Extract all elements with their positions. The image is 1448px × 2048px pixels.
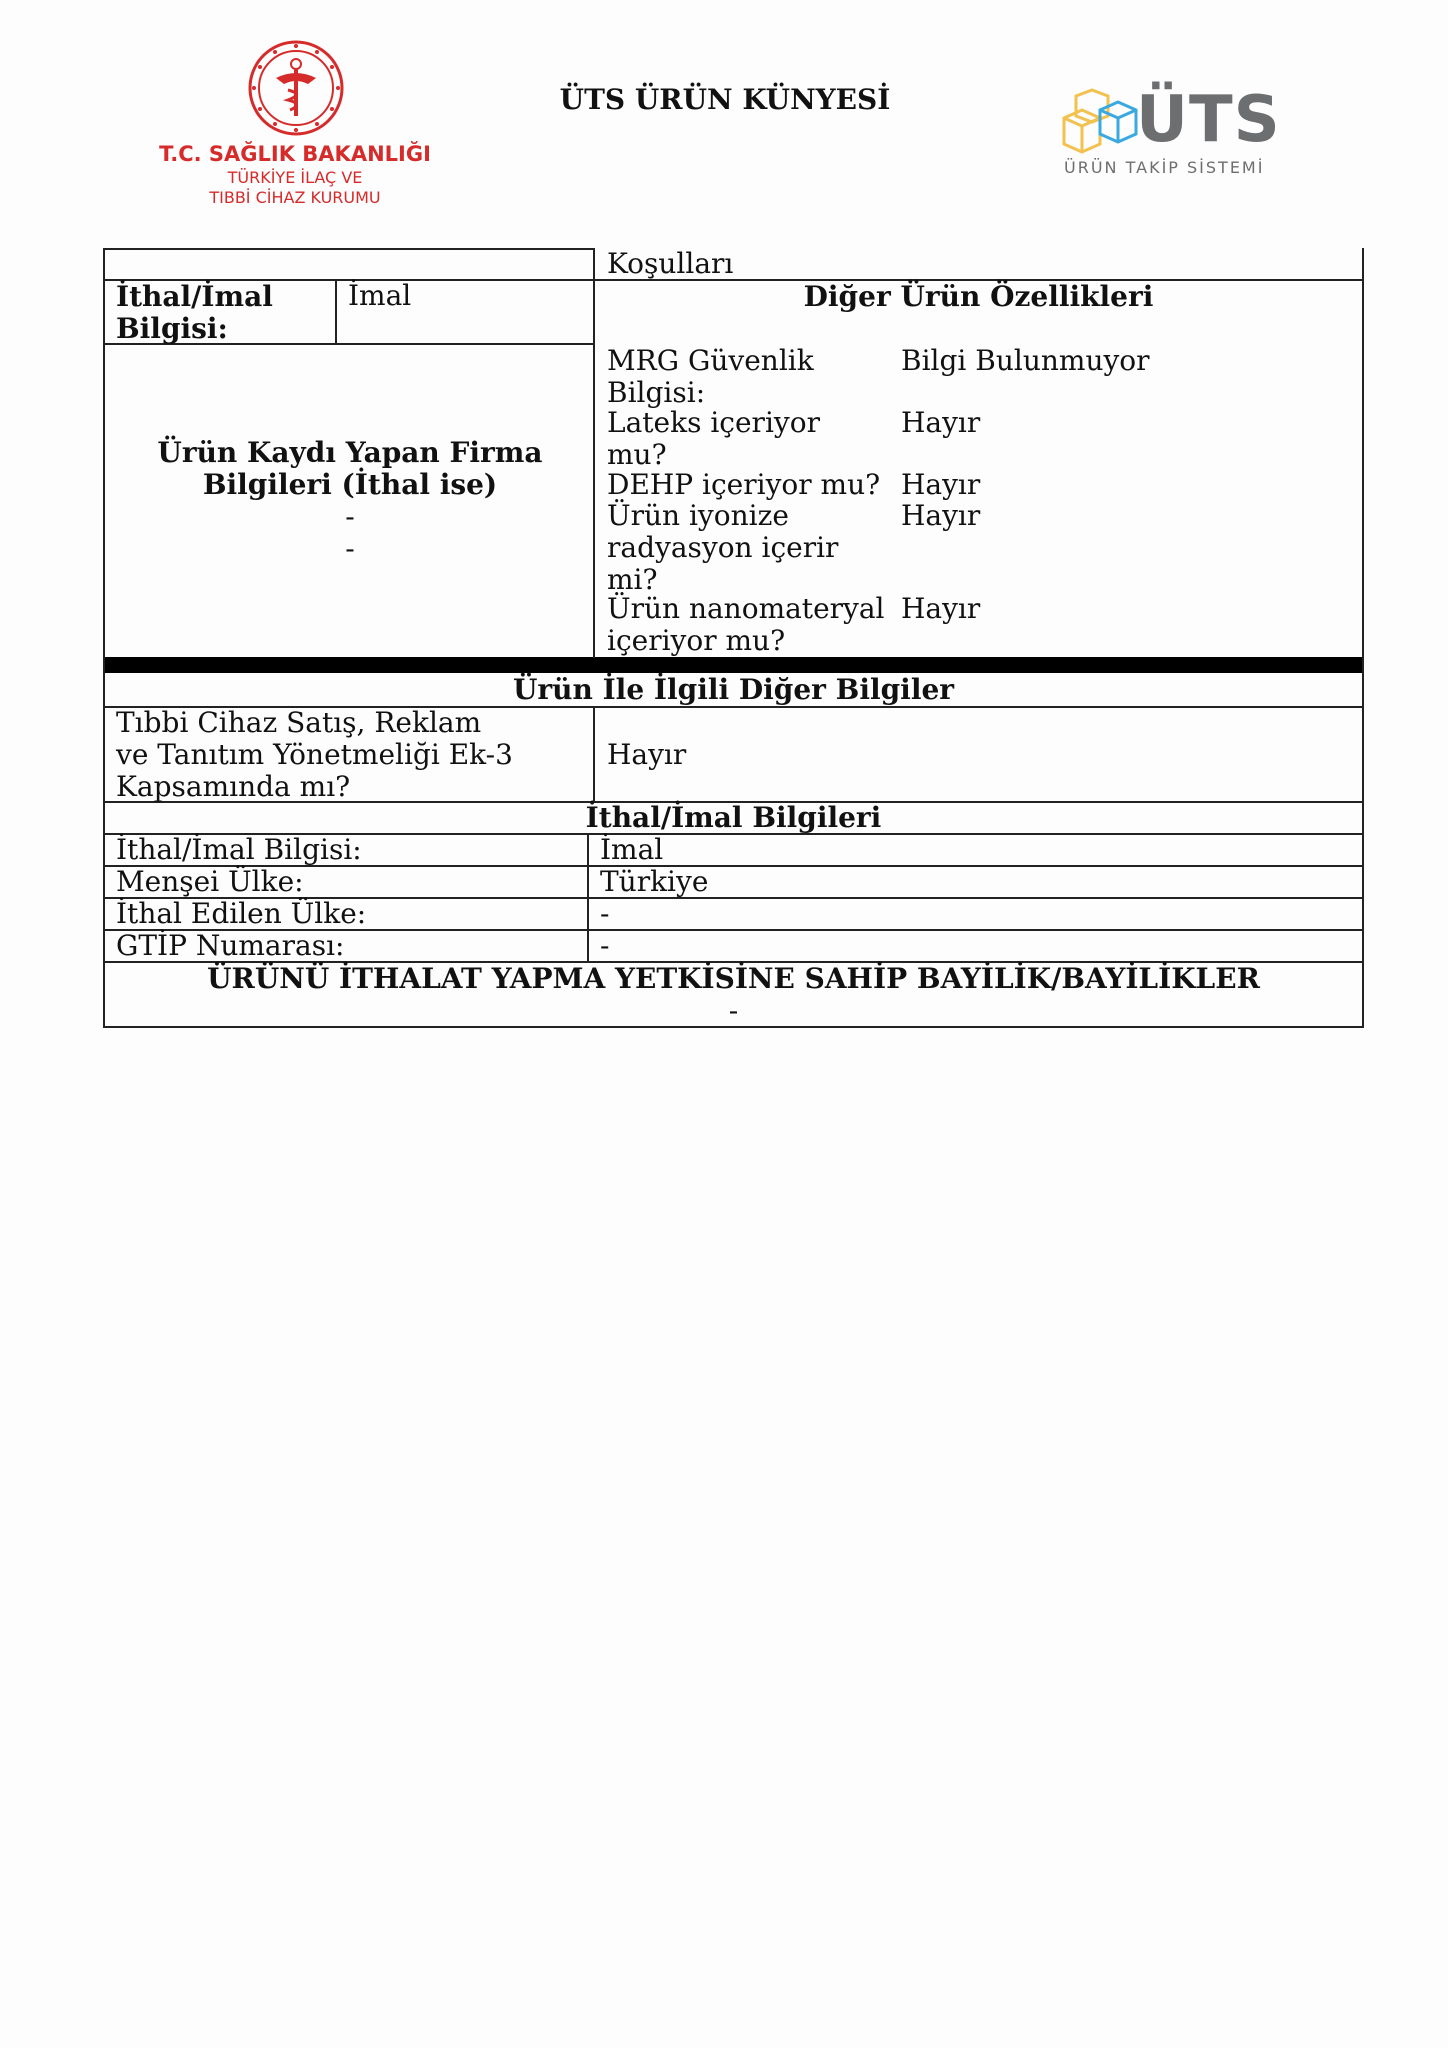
feature-label: Ürün nanomateryal içeriyor mu? bbox=[607, 592, 885, 657]
dealers-heading: ÜRÜNÜ İTHALAT YAPMA YETKİSİNE SAHİP BAYİLİK/BAYİLİKLER bbox=[207, 962, 1260, 995]
feature-value: Bilgi Bulunmuyor bbox=[901, 344, 1150, 377]
section-separator bbox=[103, 657, 1364, 673]
feature-value: Hayır bbox=[901, 592, 981, 625]
feature-label: Lateks içeriyor mu? bbox=[607, 406, 820, 471]
import-info-label: İthal/İmal Bilgisi: bbox=[116, 280, 273, 345]
import-detail-value: - bbox=[600, 897, 610, 930]
registrant-line: - bbox=[345, 532, 355, 565]
feature-value: Hayır bbox=[901, 468, 981, 501]
boxes-icon bbox=[1060, 88, 1140, 154]
regulation-label: Tıbbi Cihaz Satış, Reklam ve Tanıtım Yönetmeliği Ek-3 Kapsamında mı? bbox=[116, 706, 513, 803]
feature-value: Hayır bbox=[901, 499, 981, 532]
page-title: ÜTS ÜRÜN KÜNYESİ bbox=[559, 83, 891, 116]
feature-value: Hayır bbox=[901, 406, 981, 439]
feature-label: Ürün iyonize radyasyon içerir mi? bbox=[607, 499, 839, 596]
import-detail-label: İthal Edilen Ülke: bbox=[116, 897, 367, 930]
registrant-line: - bbox=[345, 500, 355, 533]
uts-wordmark: ÜTS bbox=[1136, 83, 1281, 157]
ministry-name: T.C. SAĞLIK BAKANLIĞI bbox=[159, 142, 431, 166]
import-detail-label: İthal/İmal Bilgisi: bbox=[116, 833, 362, 866]
import-detail-label: Menşei Ülke: bbox=[116, 865, 304, 898]
import-detail-value: - bbox=[600, 929, 610, 962]
dealers-value: - bbox=[728, 994, 739, 1027]
regulation-value: Hayır bbox=[607, 738, 687, 771]
uts-subtitle: ÜRÜN TAKİP SİSTEMİ bbox=[1064, 158, 1265, 177]
import-detail-value: Türkiye bbox=[600, 865, 709, 898]
feature-label: MRG Güvenlik Bilgisi: bbox=[607, 344, 814, 409]
conditions-fragment: Koşulları bbox=[607, 247, 734, 280]
import-details-heading: İthal/İmal Bilgileri bbox=[585, 801, 882, 834]
feature-label: DEHP içeriyor mu? bbox=[607, 468, 881, 501]
registrant-heading: Ürün Kaydı Yapan Firma Bilgileri (İthal ise) bbox=[157, 436, 543, 501]
ministry-emblem-icon bbox=[246, 38, 346, 138]
ministry-subtitle-line1: TÜRKİYE İLAÇ VE bbox=[227, 168, 363, 187]
import-detail-value: İmal bbox=[600, 833, 664, 866]
import-detail-label: GTİP Numarası: bbox=[116, 929, 345, 962]
import-info-value: İmal bbox=[348, 279, 412, 312]
ministry-subtitle-line2: TIBBİ CİHAZ KURUMU bbox=[209, 188, 381, 207]
other-info-heading: Ürün İle İlgili Diğer Bilgiler bbox=[512, 673, 955, 706]
other-features-heading: Diğer Ürün Özellikleri bbox=[803, 280, 1154, 313]
